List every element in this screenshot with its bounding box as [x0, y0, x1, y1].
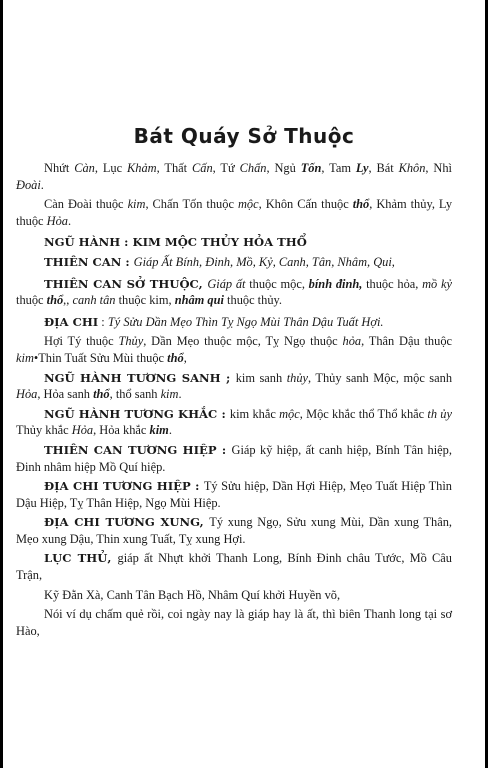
heading-ngu-hanh	[16, 234, 452, 251]
text: , Bát	[368, 161, 399, 175]
text: , Nhì	[425, 161, 452, 175]
text: Giáp kỹ hiệp, ất canh hiệp, Bính Tân hiệp, Đinh nhâm hiệp Mồ Quí hiệp.	[16, 442, 452, 474]
text: , mộc sanh	[395, 370, 453, 385]
text: Tý xung Ngọ, Sửu xung Mùi, Dần xung Thân, Mẹo xung Dậu, Thin xung Tuất, Tỵ xung Hợi.	[16, 515, 452, 546]
text: thổ	[46, 293, 64, 308]
text: ,	[183, 350, 187, 365]
text: Tốn	[300, 161, 322, 175]
text: Hợi Tý thuộc	[44, 334, 119, 349]
text: , Hỏa sanh	[37, 387, 94, 402]
text: Thủy	[118, 334, 144, 349]
text: , Lục	[94, 161, 128, 175]
paragraph-dia-chi-xung	[16, 514, 452, 547]
text: Càn Đoài thuộc	[44, 197, 128, 212]
text: :	[98, 314, 108, 329]
text: thuộc	[16, 293, 47, 308]
text: .	[168, 423, 172, 438]
text: Chấn	[239, 161, 267, 175]
paragraph-thien-can-so-thuoc	[16, 276, 452, 309]
text: , Dần Mẹo thuộc mộc, Tỵ Ngọ thuộc	[143, 334, 343, 349]
text: thủy	[286, 370, 309, 385]
text: , Khảm thủy, Ly thuộc	[16, 197, 453, 228]
text: Nhứt	[44, 161, 75, 175]
text: Kỹ Đằn Xà, Canh Tân Bạch Hồ, Nhâm Quí khởi Huyền võ,	[44, 587, 341, 602]
text: , Tam	[321, 161, 356, 175]
paragraph-vi-du	[16, 606, 452, 639]
text: , Thân Dậu thuộc	[361, 334, 453, 349]
text: , Khôn Cấn thuộc	[258, 197, 353, 212]
text: , Thủy sanh Mộc	[308, 370, 396, 385]
text: thuộc mộc,	[245, 276, 309, 291]
paragraph-thien-can	[16, 254, 452, 271]
text: Tý Sửu Dần Mẹo Thìn Tỵ Ngọ Mùi Thân Dậu Tuất Hợi.	[107, 314, 384, 329]
text: Nói ví dụ chấm quẻ rồi, coi ngày nay là giáp hay là ất, thì biên Thanh long tại sơ Hào,	[16, 607, 452, 638]
text: .	[40, 177, 44, 192]
section-heading: ĐỊA CHI TƯƠNG HIỆP :	[44, 479, 204, 494]
paragraph-tuong-khac	[16, 406, 452, 439]
text: mộc	[279, 406, 300, 421]
section-heading: THIÊN CAN SỞ THUỘC,	[44, 276, 208, 291]
section-heading: NGŨ HÀNH TƯƠNG KHẮC :	[44, 406, 230, 421]
text: thuộc thủy.	[223, 293, 282, 308]
page-body	[16, 160, 452, 642]
page-edge-left	[0, 0, 3, 768]
text: hỏa	[342, 334, 362, 349]
text: nhâm qui	[174, 293, 224, 308]
text: Thủy khắc	[16, 423, 72, 438]
text: , Tứ	[212, 161, 240, 175]
text: ,,	[63, 293, 73, 308]
paragraph-dia-chi-hiep	[16, 478, 452, 511]
section-heading: LỤC THỦ,	[44, 551, 118, 566]
text: •Thin Tuất Sửu Mùi thuộc	[33, 350, 168, 365]
text: , Mộc khắc thổ	[299, 406, 375, 421]
paragraph-quay-thuoc	[16, 196, 452, 229]
text: Khảm	[127, 161, 157, 175]
section-heading: ĐỊA CHI TƯƠNG XUNG,	[44, 515, 210, 530]
text: Đoài	[16, 177, 41, 192]
text: thuộc kim,	[115, 293, 175, 308]
text: giáp ất Nhựt khởi Thanh Long, Bính Đinh châu Tước, Mồ Câu Trận,	[16, 551, 452, 583]
text: Cấn	[192, 161, 213, 175]
text: , Chấn Tốn thuộc	[145, 197, 238, 212]
text: kim khắc	[229, 406, 280, 421]
section-heading: NGŨ HÀNH TƯƠNG SANH ;	[44, 370, 236, 385]
text: kim	[16, 350, 34, 365]
text: mồ kỷ	[422, 276, 452, 291]
text: Hỏa	[71, 423, 94, 438]
paragraph-thien-can-hiep	[16, 442, 452, 475]
paragraph-dia-chi-thuoc	[16, 333, 452, 366]
page-title: Bát Quáy Sở Thuộc	[133, 124, 355, 148]
paragraph-bat-quay	[16, 160, 452, 193]
text: mộc	[237, 197, 259, 212]
text: thổ	[93, 387, 110, 402]
text: Ly	[355, 161, 369, 175]
text: Tý Sửu hiệp, Dần Hợi Hiệp, Mẹo Tuất Hiệp Thìn Dậu Hiệp, Tỵ Thân Hiệp, Ngọ Mùi Hiệp.	[16, 479, 452, 510]
text: Thổ khắc	[374, 406, 428, 421]
paragraph-dia-chi	[16, 314, 452, 331]
text: canh tân	[72, 293, 116, 308]
text: .	[178, 387, 182, 402]
text: , Hỏa khắc	[93, 423, 150, 438]
paragraph-luc-thu	[16, 550, 452, 583]
text: , Thất	[156, 161, 192, 175]
text: thổ	[167, 350, 184, 365]
section-heading: NGŨ HÀNH : KIM MỘC THỦY HỎA THỔ	[44, 235, 307, 250]
text: , thổ sanh	[109, 387, 161, 402]
text: Hỏa	[16, 387, 38, 402]
text: kim	[160, 387, 179, 402]
text: kim sanh	[235, 370, 287, 385]
text: Khôn	[398, 161, 426, 175]
paragraph-tuong-sanh	[16, 370, 452, 403]
text: thổ	[352, 197, 370, 212]
text: , Ngủ	[266, 161, 301, 175]
section-heading: THIÊN CAN TƯƠNG HIỆP :	[44, 442, 232, 457]
text: Càn	[74, 161, 95, 175]
text: th ủy	[427, 406, 452, 421]
text: thuộc hỏa,	[362, 276, 423, 291]
text: .	[67, 213, 72, 228]
paragraph-luc-thu-cont	[16, 587, 452, 604]
section-heading: ĐỊA CHI	[44, 314, 99, 329]
text: kim	[127, 197, 146, 212]
text: Giáp ất	[207, 276, 246, 291]
text: Giáp Ất Bính, Đinh, Mồ, Kỷ, Canh, Tân, Nhâm, Qui,	[133, 254, 395, 269]
section-heading: THIÊN CAN :	[44, 254, 134, 269]
text: bính đinh,	[308, 276, 363, 291]
text: Hỏa	[46, 213, 68, 228]
text: kim	[149, 423, 169, 438]
